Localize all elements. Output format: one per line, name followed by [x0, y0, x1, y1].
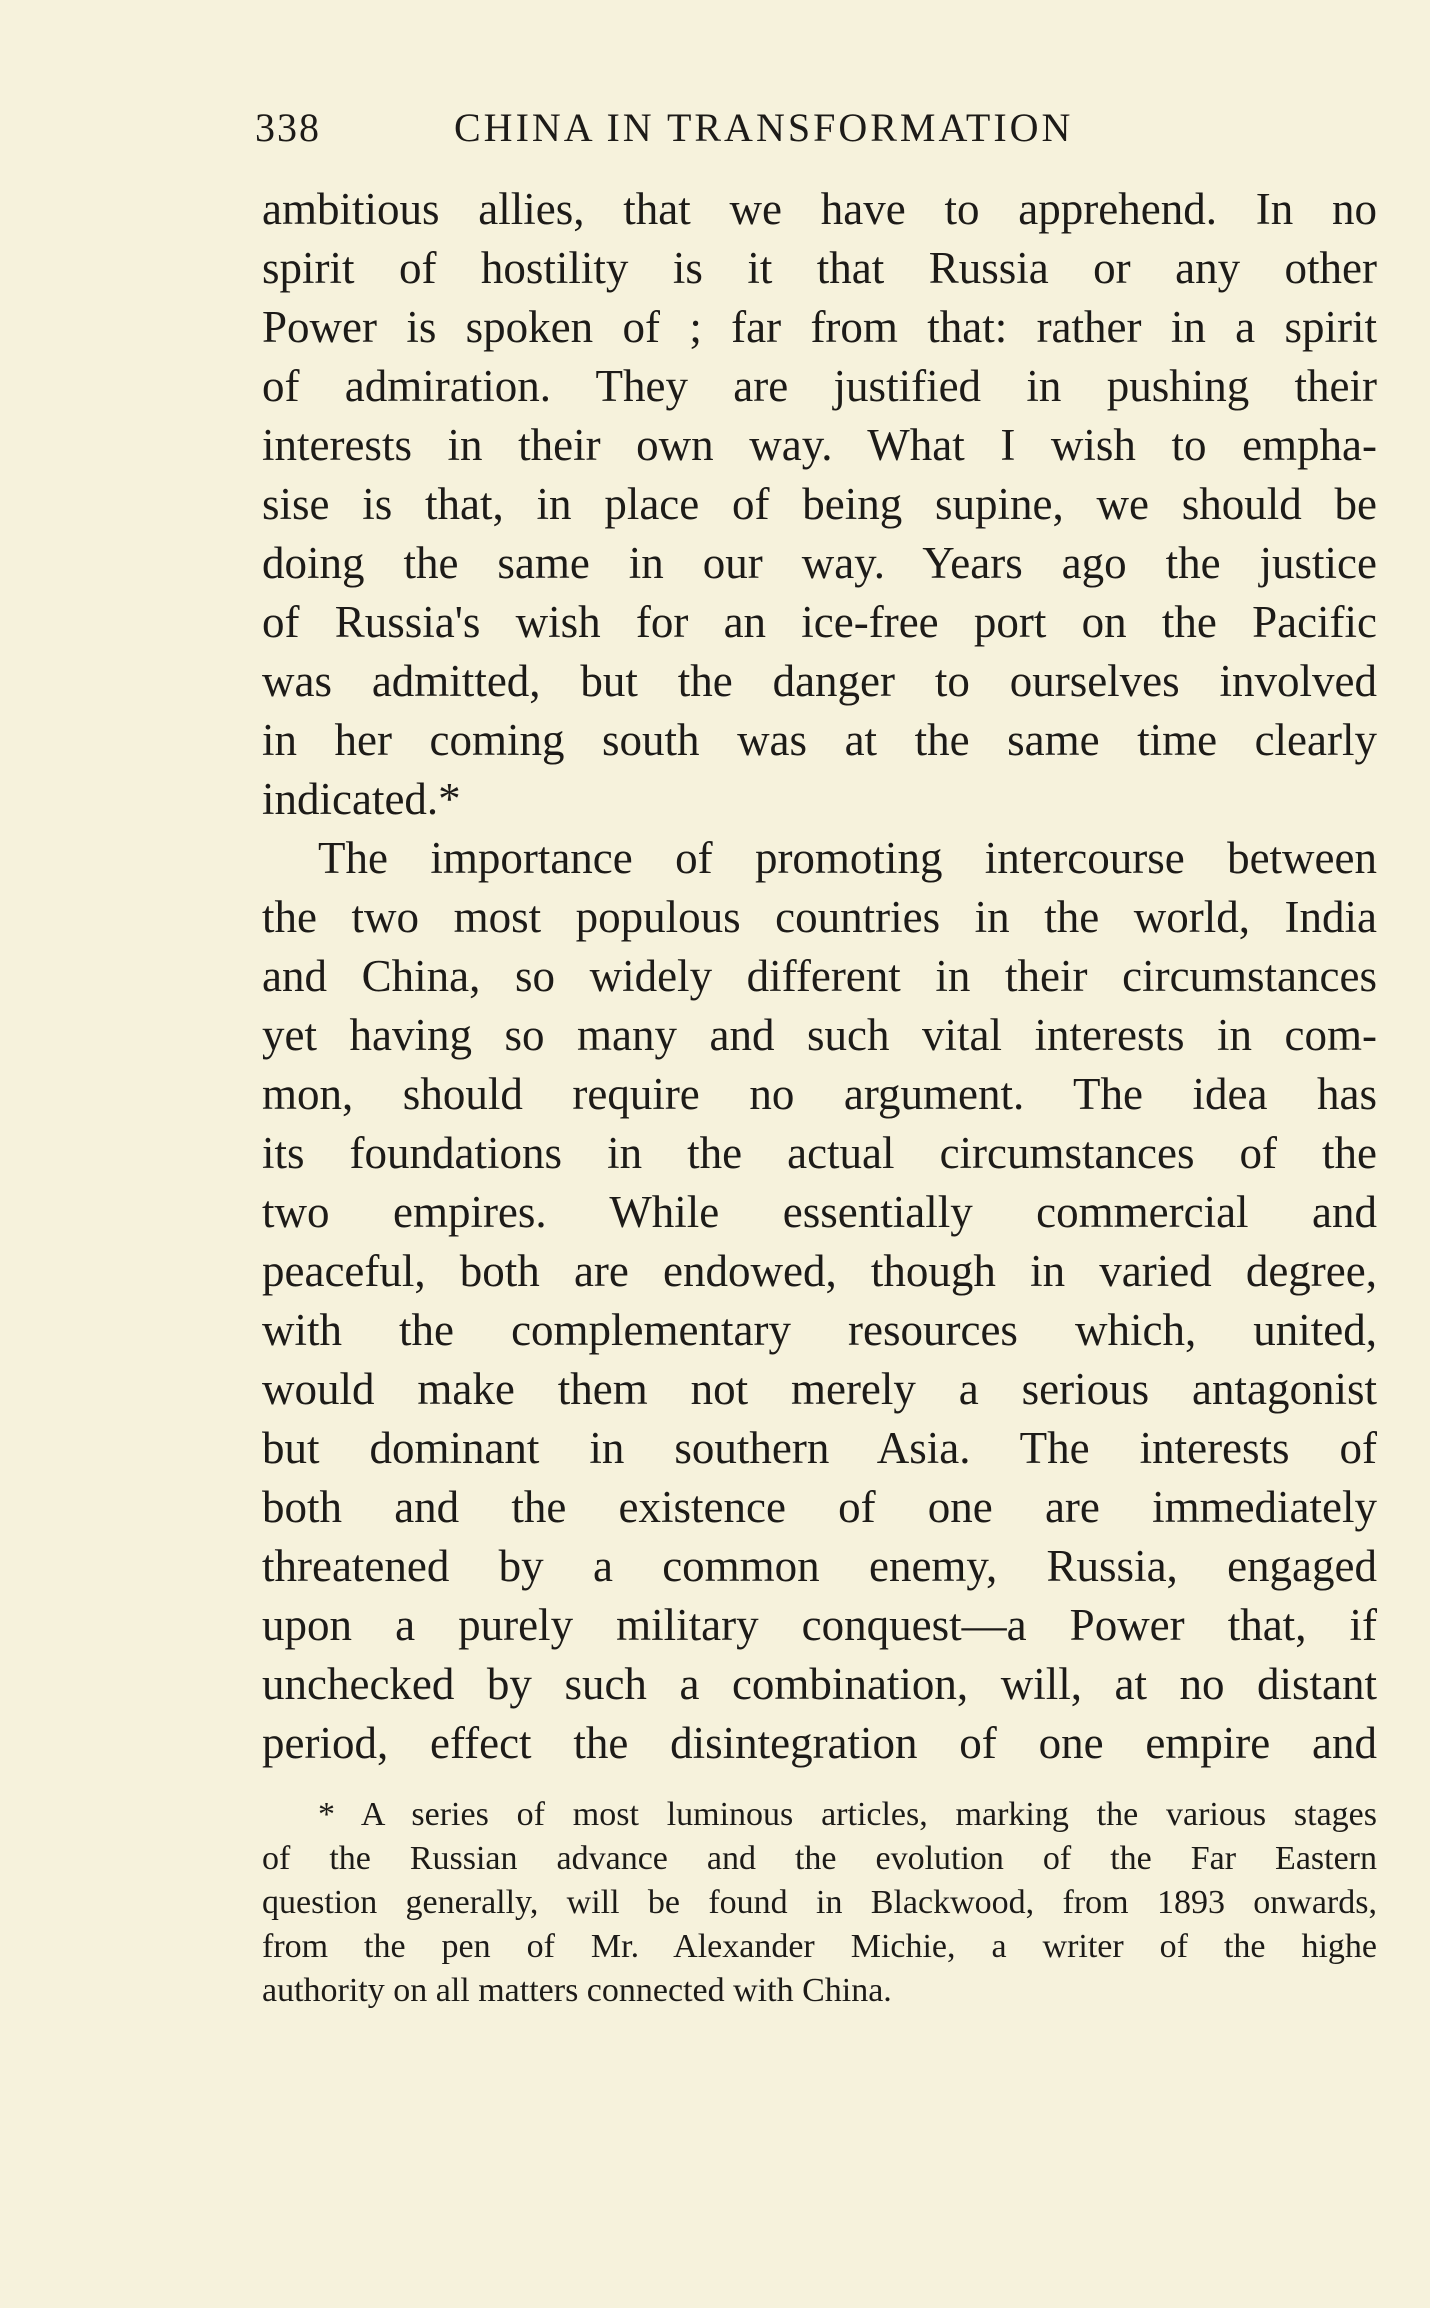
text-line: of Russia's wish for an ice-free port on the Pacific — [262, 597, 1377, 647]
text-line: both and the existence of one are immediately — [262, 1482, 1377, 1532]
text-line: and China, so widely different in their circumstances — [262, 951, 1377, 1001]
text-line: peaceful, both are endowed, though in varied degree, — [262, 1246, 1377, 1296]
text-line: mon, should require no argument. The idea has — [262, 1069, 1377, 1119]
footnote-line: authority on all matters connected with China. — [262, 1972, 892, 2009]
text-line: in her coming south was at the same time clearly — [262, 715, 1377, 765]
footnote-line: question generally, will be found in Blackwood, from 1893 onwards, — [262, 1884, 1377, 1921]
text-line: two empires. While essentially commercial and — [262, 1187, 1377, 1237]
footnote-line: from the pen of Mr. Alexander Michie, a writer of the highe — [262, 1928, 1377, 1965]
text-line: Power is spoken of ; far from that: rather in a spirit — [262, 302, 1377, 352]
text-line: with the complementary resources which, united, — [262, 1305, 1377, 1355]
text-line: would make them not merely a serious antagonist — [262, 1364, 1377, 1414]
text-line: yet having so many and such vital interests in com- — [262, 1010, 1377, 1060]
text-line: of admiration. They are justified in pushing their — [262, 361, 1377, 411]
page-header — [255, 104, 1195, 164]
page-number: 338 — [255, 105, 321, 150]
footnote — [262, 1793, 1377, 2013]
text-line: indicated.* — [262, 774, 461, 824]
text-line: was admitted, but the danger to ourselves involved — [262, 656, 1377, 706]
text-line: upon a purely military conquest—a Power that, if — [262, 1600, 1377, 1650]
footnote-line: * A series of most luminous articles, marking the various stages — [318, 1796, 1377, 1833]
running-head: CHINA IN TRANSFORMATION — [454, 105, 1074, 150]
text-line: interests in their own way. What I wish to empha- — [262, 420, 1377, 470]
footnote-line: of the Russian advance and the evolution of the Far Eastern — [262, 1840, 1377, 1877]
text-line: threatened by a common enemy, Russia, engaged — [262, 1541, 1377, 1591]
text-line: ambitious allies, that we have to apprehend. In no — [262, 184, 1377, 234]
text-line: its foundations in the actual circumstances of the — [262, 1128, 1377, 1178]
text-line: unchecked by such a combination, will, at no distant — [262, 1659, 1377, 1709]
text-line: doing the same in our way. Years ago the justice — [262, 538, 1377, 588]
text-line: sise is that, in place of being supine, we should be — [262, 479, 1377, 529]
text-line: the two most populous countries in the world, India — [262, 892, 1377, 942]
text-line: but dominant in southern Asia. The interests of — [262, 1423, 1377, 1473]
text-line: The importance of promoting intercourse between — [318, 833, 1377, 883]
text-line: period, effect the disintegration of one empire and — [262, 1718, 1377, 1768]
text-line: spirit of hostility is it that Russia or any other — [262, 243, 1377, 293]
body-text — [262, 180, 1377, 1773]
